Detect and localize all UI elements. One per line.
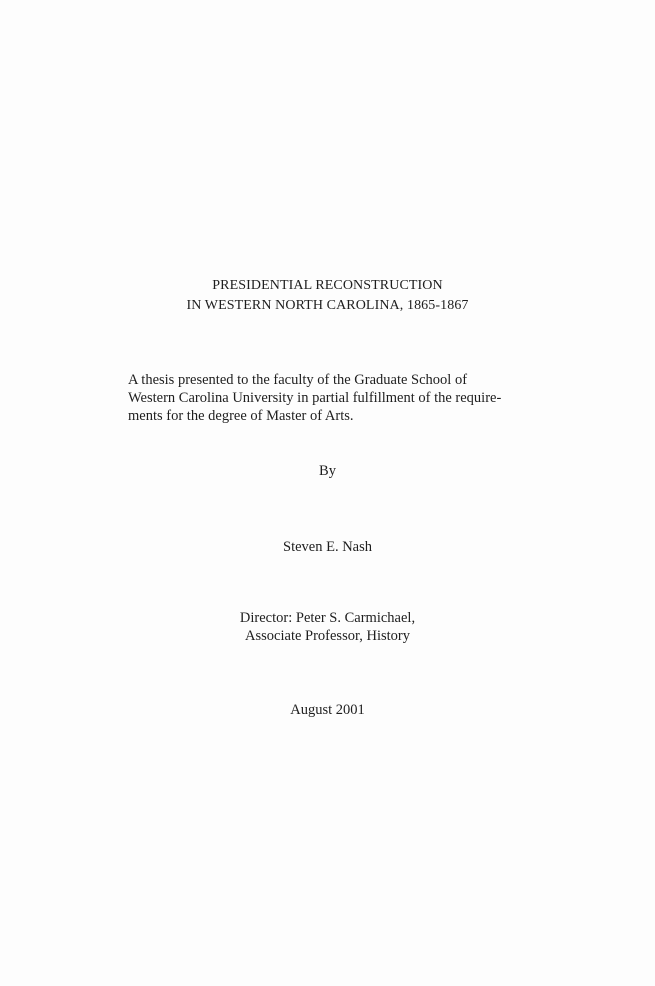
thesis-title-line-1: PRESIDENTIAL RECONSTRUCTION [212, 278, 443, 293]
thesis-statement-line-1: A thesis presented to the faculty of the Graduate School of [128, 372, 468, 388]
thesis-title-line-2: IN WESTERN NORTH CAROLINA, 1865-1867 [186, 298, 469, 313]
submission-date: August 2001 [290, 702, 365, 718]
director-line-1: Director: Peter S. Carmichael, [239, 610, 416, 626]
by-label: By [319, 463, 336, 479]
thesis-statement-line-2: Western Carolina University in partial fulfillment of the require- [128, 390, 502, 406]
thesis-statement-line-3: ments for the degree of Master of Arts. [128, 408, 354, 424]
director-line-2: Associate Professor, History [245, 628, 410, 644]
author-name: Steven E. Nash [283, 539, 372, 555]
